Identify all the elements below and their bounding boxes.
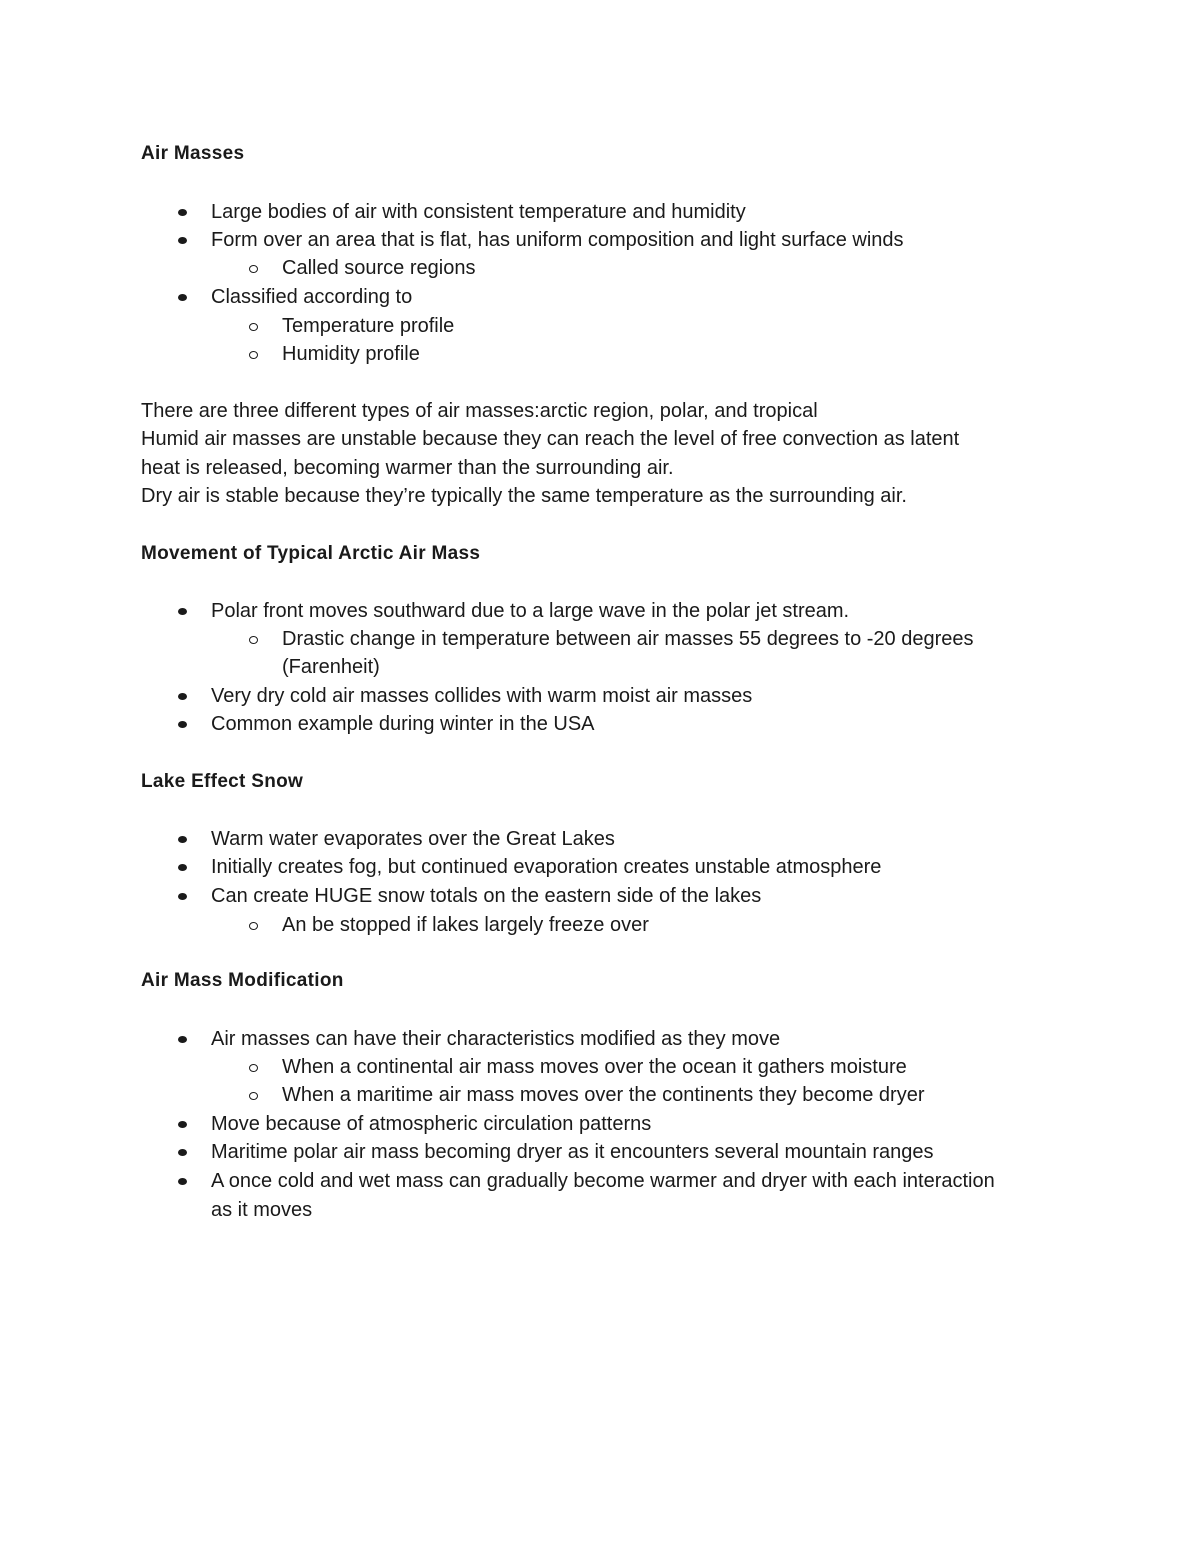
- section-heading: Air Masses: [141, 143, 245, 164]
- bullet-icon: [178, 693, 187, 700]
- section-heading: Lake Effect Snow: [141, 771, 304, 792]
- list-item: A once cold and wet mass can gradually become warmer and dryer with each interaction: [211, 1170, 995, 1192]
- list-item: Classified according to: [211, 286, 413, 308]
- sub-list-item: When a maritime air mass moves over the continents they become dryer: [282, 1084, 925, 1106]
- sub-list-item: Drastic change in temperature between air masses 55 degrees to -20 degrees: [282, 628, 974, 650]
- bullet-icon: [178, 1149, 187, 1156]
- sub-list-item: An be stopped if lakes largely freeze over: [282, 914, 649, 936]
- sub-list-item-continuation: (Farenheit): [282, 656, 380, 678]
- sub-bullet-icon: [249, 1064, 258, 1072]
- list-item: Polar front moves southward due to a large wave in the polar jet stream.: [211, 600, 850, 622]
- sub-bullet-icon: [249, 922, 258, 930]
- sub-list-item: Temperature profile: [282, 315, 455, 337]
- list-item: Maritime polar air mass becoming dryer as it encounters several mountain ranges: [211, 1141, 934, 1163]
- paragraph-line: There are three different types of air masses:arctic region, polar, and tropical: [141, 400, 818, 422]
- sub-list-item: When a continental air mass moves over the ocean it gathers moisture: [282, 1056, 907, 1078]
- bullet-icon: [178, 864, 187, 871]
- list-item: Initially creates fog, but continued evaporation creates unstable atmosphere: [211, 856, 882, 878]
- bullet-icon: [178, 294, 187, 301]
- list-item: Air masses can have their characteristics modified as they move: [211, 1028, 781, 1050]
- list-item: Warm water evaporates over the Great Lakes: [211, 828, 615, 850]
- list-item: Move because of atmospheric circulation patterns: [211, 1113, 652, 1135]
- section-heading: Movement of Typical Arctic Air Mass: [141, 543, 481, 564]
- sub-bullet-icon: [249, 636, 258, 644]
- bullet-icon: [178, 893, 187, 900]
- paragraph-line: Humid air masses are unstable because they can reach the level of free convection as latent: [141, 428, 960, 450]
- list-item: Very dry cold air masses collides with warm moist air masses: [211, 685, 753, 707]
- bullet-icon: [178, 836, 187, 843]
- sub-bullet-icon: [249, 323, 258, 331]
- paragraph-line: heat is released, becoming warmer than the surrounding air.: [141, 457, 674, 479]
- list-item: Form over an area that is flat, has uniform composition and light surface winds: [211, 229, 904, 251]
- bullet-icon: [178, 608, 187, 615]
- bullet-icon: [178, 1121, 187, 1128]
- section-heading: Air Mass Modification: [141, 970, 344, 991]
- sub-bullet-icon: [249, 351, 258, 359]
- sub-bullet-icon: [249, 265, 258, 273]
- list-item: Large bodies of air with consistent temperature and humidity: [211, 201, 746, 223]
- list-item: Common example during winter in the USA: [211, 713, 595, 735]
- bullet-icon: [178, 721, 187, 728]
- bullet-icon: [178, 237, 187, 244]
- bullet-icon: [178, 1036, 187, 1043]
- paragraph-line: Dry air is stable because they’re typically the same temperature as the surrounding air.: [141, 485, 907, 507]
- list-item-continuation: as it moves: [211, 1199, 313, 1221]
- list-item: Can create HUGE snow totals on the eastern side of the lakes: [211, 885, 762, 907]
- sub-list-item: Called source regions: [282, 257, 476, 279]
- bullet-icon: [178, 1178, 187, 1185]
- sub-list-item: Humidity profile: [282, 343, 420, 365]
- sub-bullet-icon: [249, 1092, 258, 1100]
- bullet-icon: [178, 209, 187, 216]
